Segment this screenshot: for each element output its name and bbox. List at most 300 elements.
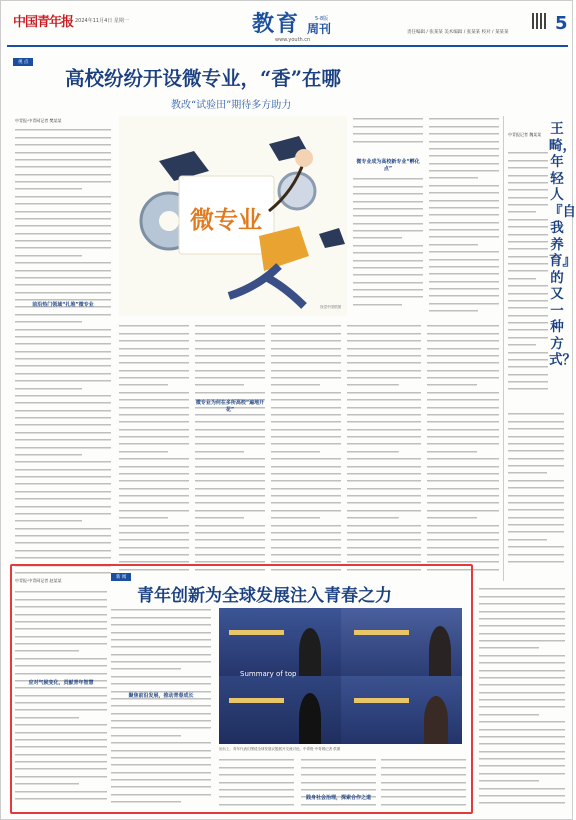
text-line (111, 718, 211, 724)
speaker-3 (299, 693, 321, 744)
text-line (271, 478, 341, 484)
qr-code-icon (532, 13, 548, 29)
text-line (15, 275, 111, 281)
text-line (479, 763, 565, 769)
text-line (427, 441, 499, 447)
text-line (195, 463, 265, 469)
text-line (195, 493, 265, 499)
text-line (15, 452, 111, 458)
text-line (427, 338, 499, 344)
text-line (15, 633, 107, 639)
text-line (15, 518, 111, 524)
text-line (427, 434, 499, 440)
text-line (347, 330, 421, 336)
text-line (347, 500, 421, 506)
text-line (195, 478, 265, 484)
text-line (119, 412, 189, 418)
text-line (119, 397, 189, 403)
text-line (15, 604, 107, 610)
article-column-7 (347, 323, 421, 579)
text-line (479, 726, 565, 732)
text-line (119, 471, 189, 477)
bottom-subtitle-3: 践身社会治理，探索合作之道 (305, 795, 371, 801)
text-line (15, 134, 111, 140)
text-line (347, 404, 421, 410)
text-line (429, 131, 499, 137)
text-line (353, 213, 423, 219)
text-line (195, 515, 265, 521)
text-line (271, 485, 341, 491)
text-line (508, 507, 564, 513)
bottom-subtitle-2: 聚焦前沿发展，推动青春成长 (128, 693, 194, 699)
text-line (427, 530, 499, 536)
article-subtitle-2: 微专业成为高校新专业“孵化点” (356, 159, 420, 172)
text-line (195, 367, 265, 373)
text-line (353, 176, 423, 182)
text-line (15, 444, 111, 450)
text-line (347, 419, 421, 425)
text-line (353, 138, 423, 144)
text-line (195, 448, 265, 454)
text-line (271, 338, 341, 344)
text-line (15, 260, 111, 266)
text-line (353, 235, 423, 241)
text-line (271, 552, 341, 558)
text-line (119, 448, 189, 454)
text-line (347, 434, 421, 440)
text-line (429, 153, 499, 159)
text-line (15, 127, 111, 133)
text-line (119, 441, 189, 447)
text-line (508, 379, 548, 385)
text-line (271, 456, 341, 462)
text-line (271, 434, 341, 440)
text-line (353, 183, 423, 189)
text-line (479, 748, 565, 754)
text-line (353, 123, 423, 129)
text-line (508, 275, 548, 281)
text-line (508, 448, 564, 454)
text-line (271, 389, 341, 395)
text-line (111, 614, 211, 620)
text-line (15, 781, 107, 787)
text-line (429, 308, 499, 314)
text-line (15, 466, 111, 472)
text-line (429, 116, 499, 122)
text-line (119, 323, 189, 329)
text-line (508, 536, 564, 542)
text-line (15, 589, 107, 595)
text-line (347, 397, 421, 403)
text-line (381, 801, 466, 807)
text-line (15, 714, 107, 720)
text-line (119, 345, 189, 351)
text-line (271, 463, 341, 469)
text-line (301, 779, 376, 785)
article-column-2b (353, 176, 423, 316)
text-line (508, 216, 548, 222)
text-line (219, 764, 294, 770)
text-line (111, 681, 211, 687)
text-line (508, 386, 548, 392)
text-line (508, 418, 564, 424)
text-line (353, 250, 423, 256)
article-column-8 (427, 323, 499, 579)
text-line (353, 206, 423, 212)
text-line (195, 434, 265, 440)
article-column-2a (353, 116, 423, 151)
text-line (271, 522, 341, 528)
issue-date: 2024年11月4日 星期一 (75, 18, 129, 24)
text-line (479, 623, 565, 629)
text-line (508, 283, 548, 289)
text-line (381, 779, 466, 785)
text-line (427, 323, 499, 329)
text-line (111, 769, 211, 775)
text-line (119, 426, 189, 432)
text-line (508, 559, 564, 565)
text-line (119, 360, 189, 366)
text-line (353, 287, 423, 293)
text-line (347, 345, 421, 351)
text-line (15, 737, 107, 743)
text-line (111, 799, 211, 805)
text-line (15, 363, 111, 369)
text-line (15, 503, 111, 509)
text-line (508, 544, 564, 550)
text-line (427, 382, 499, 388)
text-line (429, 234, 499, 240)
text-line (119, 456, 189, 462)
text-line (508, 334, 548, 340)
masthead (7, 7, 568, 47)
text-line (195, 419, 265, 425)
text-line (195, 500, 265, 506)
text-line (195, 537, 265, 543)
text-line (508, 209, 548, 215)
text-line (15, 149, 111, 155)
text-line (347, 522, 421, 528)
text-line (347, 323, 421, 329)
text-line (15, 437, 111, 443)
text-line (271, 382, 341, 388)
text-line (427, 367, 499, 373)
text-line (479, 734, 565, 740)
text-line (301, 772, 376, 778)
text-line (429, 300, 499, 306)
text-line (353, 257, 423, 263)
text-line (479, 719, 565, 725)
text-line (479, 689, 565, 695)
text-line (15, 655, 107, 661)
text-line (479, 616, 565, 622)
text-line (219, 787, 294, 793)
text-line (427, 389, 499, 395)
speaker-2 (429, 626, 451, 676)
editor-credits: 责任编辑 / 张某某 美术编辑 / 张某某 校对 / 某某某 (407, 30, 509, 35)
bottom-byline: 中青报·中青网记者 赵某某 (15, 578, 62, 583)
text-line (15, 238, 111, 244)
text-line (15, 759, 107, 765)
text-line (119, 478, 189, 484)
text-line (119, 338, 189, 344)
text-line (15, 326, 111, 332)
text-line (219, 794, 294, 800)
text-line (15, 692, 107, 698)
podium-sign-2 (354, 630, 409, 635)
text-line (15, 245, 111, 251)
text-line (479, 756, 565, 762)
text-line (427, 478, 499, 484)
text-line (347, 552, 421, 558)
text-line (429, 197, 499, 203)
text-line (195, 426, 265, 432)
bottom-headline: 青年创新为全球发展注入青春之力 (137, 586, 392, 606)
text-line (479, 586, 565, 592)
text-line (508, 268, 548, 274)
text-line (15, 773, 107, 779)
text-line (429, 175, 499, 181)
text-line (301, 801, 376, 807)
photo-panel-1 (219, 608, 341, 676)
text-line (15, 788, 107, 794)
text-line (508, 239, 548, 245)
text-line (15, 230, 111, 236)
bottom-subtitle-1: 应对气候变化，贡献青年智慧 (28, 680, 94, 686)
text-line (347, 426, 421, 432)
text-line (15, 751, 107, 757)
main-subheadline: 教改“试验田”期待多方助力 (171, 100, 292, 111)
text-line (479, 645, 565, 651)
text-line (429, 182, 499, 188)
text-line (111, 659, 211, 665)
text-line (427, 471, 499, 477)
text-line (508, 441, 564, 447)
text-line (15, 729, 107, 735)
text-line (219, 779, 294, 785)
article-column-5 (195, 323, 265, 579)
text-line (429, 278, 499, 284)
text-line (427, 412, 499, 418)
text-line (195, 345, 265, 351)
text-line (508, 485, 564, 491)
text-line (429, 205, 499, 211)
text-line (195, 485, 265, 491)
text-line (508, 477, 564, 483)
text-line (195, 330, 265, 336)
text-line (429, 271, 499, 277)
text-line (508, 253, 548, 259)
text-line (479, 667, 565, 673)
text-line (353, 301, 423, 307)
text-line (427, 544, 499, 550)
text-line (15, 525, 111, 531)
text-line (508, 455, 564, 461)
text-line (15, 400, 111, 406)
text-line (479, 630, 565, 636)
bottom-column-1 (15, 589, 107, 807)
text-line (508, 522, 564, 528)
text-line (119, 353, 189, 359)
text-line (353, 116, 423, 122)
text-line (429, 264, 499, 270)
text-line (479, 704, 565, 710)
text-line (119, 530, 189, 536)
text-line (508, 231, 548, 237)
text-line (119, 434, 189, 440)
section-kind: 周刊 (307, 22, 332, 36)
text-line (219, 801, 294, 807)
text-line (271, 345, 341, 351)
text-line (111, 666, 211, 672)
text-line (353, 131, 423, 137)
text-line (15, 641, 107, 647)
text-line (195, 507, 265, 513)
text-line (119, 493, 189, 499)
text-line (427, 552, 499, 558)
text-line (15, 459, 111, 465)
article-subtitle-3: 微专业为何在多所高校“遍地开花” (195, 400, 265, 413)
text-line (427, 397, 499, 403)
text-line (508, 172, 548, 178)
illustration-credit: 视觉中国供图 (320, 305, 341, 309)
text-line (353, 198, 423, 204)
text-line (347, 493, 421, 499)
text-line (271, 323, 341, 329)
text-line (15, 378, 111, 384)
photo-panel-3 (219, 676, 341, 744)
text-line (353, 272, 423, 278)
text-line (508, 224, 548, 230)
text-line (508, 342, 548, 348)
article-column-6 (271, 323, 341, 579)
text-line (271, 426, 341, 432)
text-line (15, 422, 111, 428)
text-line (479, 601, 565, 607)
text-line (271, 471, 341, 477)
bottom-column-2 (111, 607, 211, 807)
side-byline: 中青报记者 魏某某 (508, 132, 542, 137)
text-line (271, 544, 341, 550)
podium-sign-1 (229, 630, 284, 635)
side-headline: 王畸，年轻人『自我养育』的又一种方式？ (549, 121, 576, 368)
text-line (219, 757, 294, 763)
main-headline: 高校纷纷开设微专业，“香”在哪 (65, 67, 341, 90)
text-line (219, 772, 294, 778)
text-line (15, 700, 107, 706)
text-line (508, 320, 548, 326)
text-line (15, 348, 111, 354)
text-line (119, 515, 189, 521)
text-line (353, 191, 423, 197)
text-line (195, 360, 265, 366)
text-line (508, 202, 548, 208)
text-line (15, 157, 111, 163)
text-line (508, 327, 548, 333)
text-line (271, 448, 341, 454)
text-line (271, 537, 341, 543)
speaker-1 (299, 628, 321, 676)
text-line (195, 552, 265, 558)
text-line (429, 146, 499, 152)
text-line (271, 515, 341, 521)
text-line (353, 228, 423, 234)
article-subtitle-1: 前沿热门领域“扎堆”微专业 (32, 302, 94, 308)
text-line (195, 456, 265, 462)
text-line (508, 165, 548, 171)
text-line (479, 697, 565, 703)
illustration-label: 微专业 (190, 205, 262, 234)
photo-overlay-text: Summary of top (240, 670, 297, 678)
text-line (508, 349, 548, 355)
text-line (347, 382, 421, 388)
text-line (111, 607, 211, 613)
text-line (508, 298, 548, 304)
text-line (15, 648, 107, 654)
website-url: www.youth.cn (275, 37, 311, 43)
text-line (271, 507, 341, 513)
podium-sign-3 (229, 698, 284, 703)
text-line (15, 311, 111, 317)
text-line (427, 507, 499, 513)
text-line (429, 212, 499, 218)
text-line (508, 187, 548, 193)
text-line (508, 194, 548, 200)
text-line (111, 762, 211, 768)
article-column-3 (429, 116, 499, 316)
text-line (347, 441, 421, 447)
text-line (15, 415, 111, 421)
text-line (347, 353, 421, 359)
text-line (353, 220, 423, 226)
text-line (427, 463, 499, 469)
text-line (15, 186, 111, 192)
text-line (508, 463, 564, 469)
text-line (301, 764, 376, 770)
text-line (271, 441, 341, 447)
text-line (111, 725, 211, 731)
text-line (508, 500, 564, 506)
text-line (347, 463, 421, 469)
text-line (427, 522, 499, 528)
text-line (15, 267, 111, 273)
text-line (15, 474, 111, 480)
text-line (15, 722, 107, 728)
text-line (479, 778, 565, 784)
text-line (111, 710, 211, 716)
text-line (427, 426, 499, 432)
text-line (111, 637, 211, 643)
text-line (353, 279, 423, 285)
text-line (381, 787, 466, 793)
text-line (15, 319, 111, 325)
text-line (429, 256, 499, 262)
text-line (479, 608, 565, 614)
text-line (15, 142, 111, 148)
text-line (271, 353, 341, 359)
text-line (15, 481, 111, 487)
text-line (15, 334, 111, 340)
text-line (119, 330, 189, 336)
text-line (479, 793, 565, 799)
text-line (111, 629, 211, 635)
text-line (271, 493, 341, 499)
text-line (427, 353, 499, 359)
text-line (427, 500, 499, 506)
text-line (381, 772, 466, 778)
text-line (508, 551, 564, 557)
text-line (15, 223, 111, 229)
